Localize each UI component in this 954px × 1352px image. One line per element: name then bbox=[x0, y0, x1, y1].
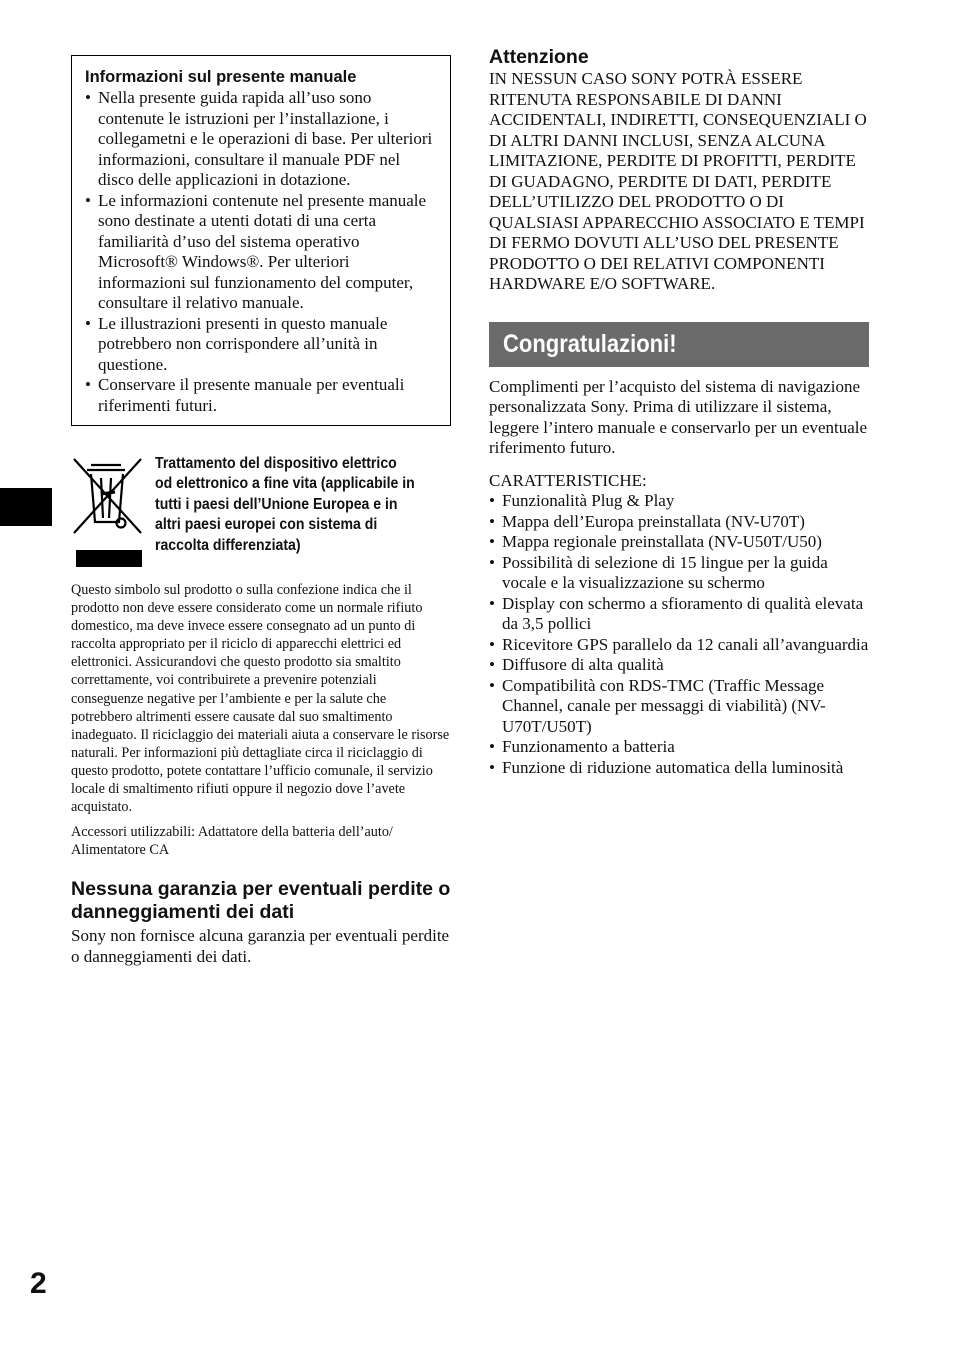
manual-info-box bbox=[71, 55, 451, 426]
list-item: • Funzionalità Plug & Play bbox=[489, 491, 869, 512]
list-item: • Nella presente guida rapida all’uso sono contenute le istruzioni per l’installazione, i collegametni e le operazioni di base. Per ulteriori informazioni, consultare il manuale PDF nel disco delle applicazioni in dotazione. bbox=[85, 88, 440, 191]
right-column bbox=[489, 45, 869, 778]
page-number: 2 bbox=[30, 1267, 47, 1300]
features-label: CARATTERISTICHE: bbox=[489, 470, 647, 490]
list-item: • Funzione di riduzione automatica della luminosità bbox=[489, 758, 869, 779]
manual-info-list bbox=[85, 88, 440, 416]
crossed-out-wheelie-bin-icon bbox=[71, 456, 155, 573]
features-list bbox=[489, 491, 869, 778]
list-item: • Mappa dell’Europa preinstallata (NV-U70T) bbox=[489, 512, 869, 533]
list-item: • Possibilità di selezione di 15 lingue per la guida vocale e la visualizzazione su schermo bbox=[489, 553, 869, 594]
list-item: • Le informazioni contenute nel presente manuale sono destinate a utenti dotati di una certa familiarità d’uso del sistema operativo Microsoft® Windows®. Per ulteriori informazioni sul funzionamento del computer, consultare il relativo manuale. bbox=[85, 191, 440, 314]
congrats-title: Congratulazioni! bbox=[503, 329, 677, 358]
attention-body: IN NESSUN CASO SONY POTRÀ ESSERE RITENUTA RESPONSABILE DI DANNI ACCIDENTALI, INDIRETTI, CONSEQUENZIALI O DI ALTRI DANNI INCLUSI, SENZA ALCUNA LIMITAZIONE, PERDITE DI PROFITTI, PERDITE DI GUADAGNO, PERDITE DI DATI, PERDITE DELL’UTILIZZO DEL PRODOTTO O DI QUALSIASI APPARECCHIO ASSOCIATO E TEMPI DI FERMO DOVUTI ALL’USO DEL PRESENTE PRODOTTO O DEI RELATIVI COMPONENTI HARDWARE E/O SOFTWARE. bbox=[489, 69, 867, 293]
list-item: • Ricevitore GPS parallelo da 12 canali all’avanguardia bbox=[489, 635, 869, 656]
list-item: • Display con schermo a sfioramento di qualità elevata da 3,5 pollici bbox=[489, 594, 869, 635]
list-item: • Mappa regionale preinstallata (NV-U50T/U50) bbox=[489, 532, 869, 553]
list-item: • Funzionamento a batteria bbox=[489, 737, 869, 758]
warranty-body: Sony non fornisce alcuna garanzia per eventuali perdite o danneggiamenti dei dati. bbox=[71, 926, 450, 966]
list-item: • Le illustrazioni presenti in questo manuale potrebbero non corrispondere all’unità in questione. bbox=[85, 314, 440, 376]
weee-notice bbox=[71, 456, 451, 573]
congrats-banner bbox=[489, 322, 869, 367]
list-item: • Compatibilità con RDS-TMC (Traffic Message Channel, canale per messaggi di viabilità) (NV-U70T/U50T) bbox=[489, 676, 869, 738]
weee-title: Trattamento del dispositivo elettrico od elettronico a fine vita (applicabile in tutti i paesi dell’Unione Europea e in altri paesi europei con sistema di raccolta differenziata) bbox=[155, 455, 415, 554]
congrats-intro: Complimenti per l’acquisto del sistema di navigazione personalizzata Sony. Prima di utilizzare il sistema, leggere l’intero manuale e conservarlo per un eventuale riferimento futuro. bbox=[489, 376, 868, 457]
manual-info-title: Informazioni sul presente manuale bbox=[85, 68, 357, 86]
section-tab-marker bbox=[0, 488, 52, 526]
left-column bbox=[71, 55, 451, 967]
weee-body: Questo simbolo sul prodotto o sulla confezione indica che il prodotto non deve essere considerato come un normale rifiuto domestico, ma deve invece essere consegnato ad un punto di raccolta appropriato per il riciclo di apparecchi elettrici ed elettronici. Assicurandovi che questo prodotto sia smaltito correttamente, voi contribuirete a prevenire potenziali conseguenze negative per l’ambiente e per la salute che potrebbero altrimenti essere causate dal suo smaltimento inadeguato. Il riciclaggio dei materiali aiuta a conservare le risorse naturali. Per informazioni più dettagliate circa il riciclaggio di questo prodotto, potete contattare l’ufficio comunale, il servizio locale di smaltimento rifiuti oppure il negozio dove l’avete acquistato. bbox=[71, 582, 450, 816]
accessories-text: Accessori utilizzabili: Adattatore della batteria dell’auto/ Alimentatore CA bbox=[71, 824, 393, 859]
list-item: • Conservare il presente manuale per eventuali riferimenti futuri. bbox=[85, 375, 440, 416]
list-item: • Diffusore di alta qualità bbox=[489, 655, 869, 676]
warranty-heading: Nessuna garanzia per eventuali perdite o danneggiamenti dei dati bbox=[71, 878, 451, 924]
attention-heading: Attenzione bbox=[489, 46, 589, 68]
